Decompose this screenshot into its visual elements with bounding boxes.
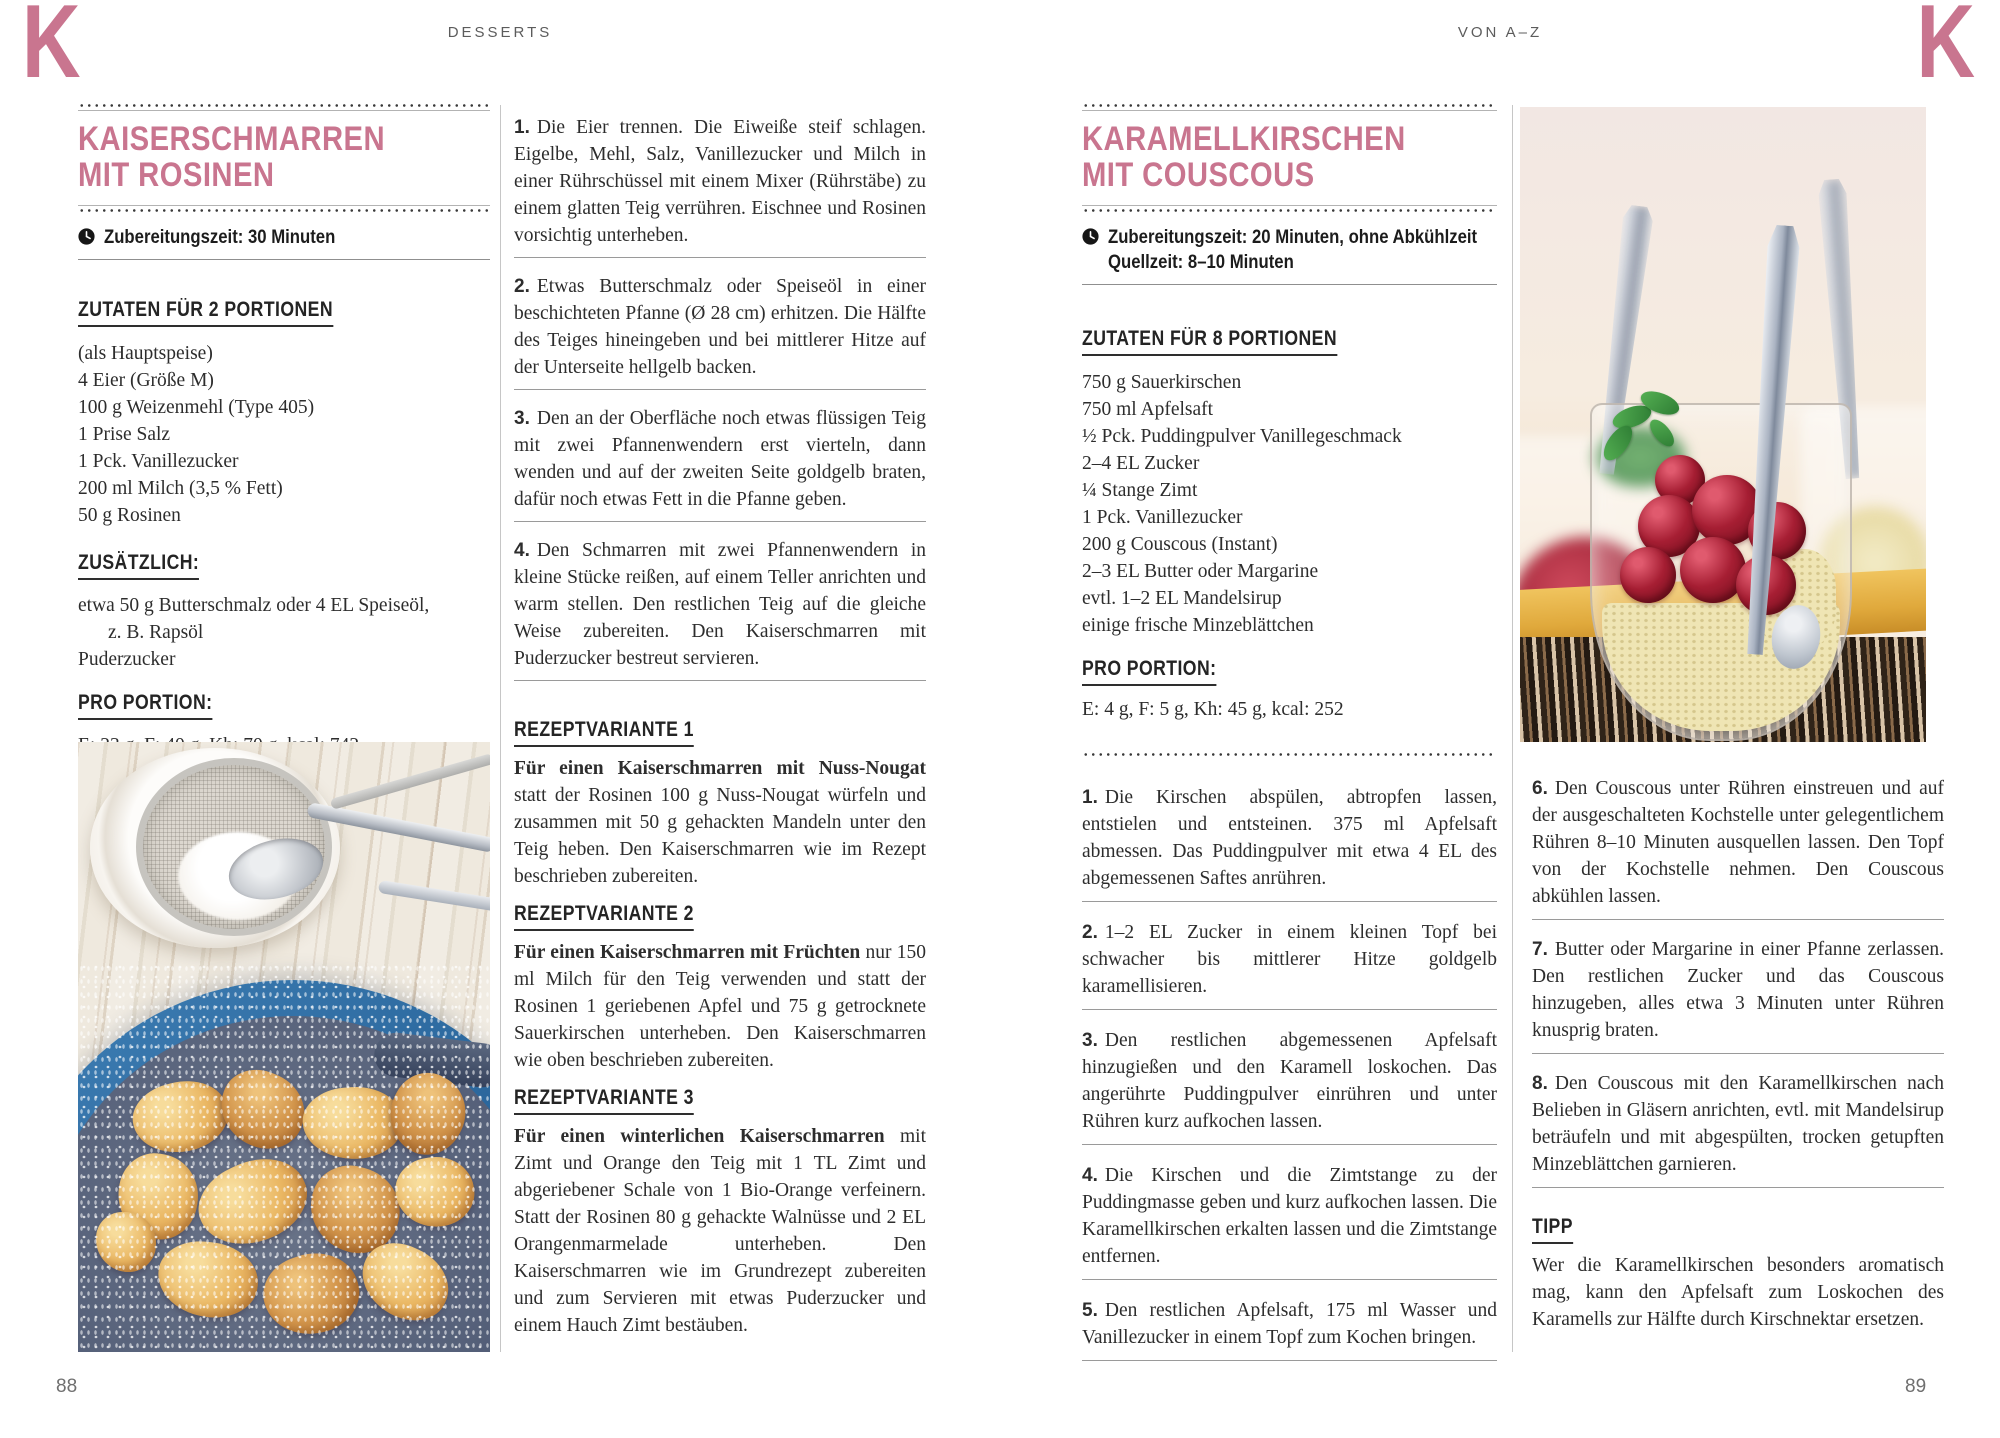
thin-rule [1532,1053,1944,1054]
thin-rule [514,389,926,390]
ingredient-item: einige frische Minzeblättchen [1082,615,1314,636]
dotted-rule [1082,753,1497,756]
karamellkirschen-photo [1520,107,1926,742]
ingredient-item: 1 Pck. Vanillezucker [78,451,239,472]
ingredient-item: (als Hauptspeise) [78,343,213,364]
thin-rule [514,680,926,681]
right-recipe-title-line2: MIT COUSCOUS [1082,156,1315,194]
thin-rule [1082,1279,1497,1280]
ingredient-item: 1 Pck. Vanillezucker [1082,507,1243,528]
recipe-step: 1. Die Eier trennen. Die Eiweiße steif schlagen. Eigelbe, Mehl, Salz, Vanillezucker und Milch in einer Rührschüssel mit einem Mixer (Rührstäbe) zu einem glatten Teig verrühren. Eischnee und Rosinen vorsichtig unterheben. [514,117,926,246]
tip-section [1532,1216,1944,1333]
running-header-left: DESSERTS [447,24,553,41]
cherry [1620,547,1676,603]
ingredient-item: ½ Pck. Puddingpulver Vanillegeschmack [1082,426,1402,447]
section-letter-left: K [22,0,81,100]
left-recipe-info-column [78,104,490,759]
additional-item: etwa 50 g Butterschmalz oder 4 EL Speiseöl, [78,595,430,616]
right-ingredients-heading: ZUTATEN FÜR 8 PORTIONEN [1082,325,1497,356]
left-recipe-steps-column [514,114,926,1339]
right-per-portion-heading: PRO PORTION: [1082,655,1497,686]
thin-rule [78,259,490,260]
thin-rule [1532,919,1944,920]
section-letter-right: K [1916,0,1976,100]
left-ingredients-heading: ZUTATEN FÜR 2 PORTIONEN [78,296,490,327]
clock-icon [1082,228,1099,245]
thin-rule [1082,1360,1497,1361]
dotted-rule [1082,104,1497,107]
additional-item: z. B. Rapsöl [108,622,204,643]
sugar-dust-overlay [78,962,490,1352]
variant-heading: REZEPTVARIANTE 1 [514,719,926,747]
ingredient-item: 2–3 EL Butter oder Margarine [1082,561,1319,582]
right-per-portion-values: E: 4 g, F: 5 g, Kh: 45 g, kcal: 252 [1082,699,1344,720]
right-recipe-steps-column [1532,775,1944,1333]
left-recipe-title-box [78,104,490,212]
left-ingredients-list [78,340,490,529]
variant-heading: REZEPTVARIANTE 3 [514,1087,926,1115]
ingredient-item: ¼ Stange Zimt [1082,480,1198,501]
thin-rule [1082,1009,1497,1010]
thin-rule [514,257,926,258]
ingredient-item: 50 g Rosinen [78,505,181,526]
recipe-step: 2. Etwas Butterschmalz oder Speiseöl in einer beschichteten Pfanne (Ø 28 cm) erhitzen. Die Hälfte des Teiges hineingeben und bei mittlerer Hitze auf der Unterseite hellgelb backen. [514,276,926,378]
dotted-rule [78,209,490,212]
ingredient-item: 200 g Couscous (Instant) [1082,534,1278,555]
recipe-step: 8. Den Couscous mit den Karamellkirschen nach Belieben in Gläsern anrichten, evtl. mit Mandelsirup beträufeln und mit abgespülten, trocken getupften Minzeblättchen garnieren. [1532,1073,1944,1175]
page-number-left: 88 [56,1376,78,1397]
right-recipe-info-column [1082,104,1497,1378]
ingredient-item: evtl. 1–2 EL Mandelsirup [1082,588,1282,609]
running-header-right: VON A–Z [1457,24,1543,41]
thin-rule [1532,1187,1944,1188]
ingredient-item: 200 ml Milch (3,5 % Fett) [78,478,283,499]
recipe-step: 4. Die Kirschen und die Zimtstange zu der Puddingmasse geben und kurz aufkochen lassen. Die Karamellkirschen erkalten lassen und die Zimtstange entfernen. [1082,1165,1497,1267]
right-recipe-title-line1: KARAMELLKIRSCHEN [1082,120,1406,158]
spoon-handle [378,880,490,913]
left-per-portion-heading: PRO PORTION: [78,689,490,720]
page-number-right: 89 [1905,1376,1927,1397]
dotted-rule [78,104,490,107]
recipe-variant [514,719,926,890]
recipe-step: 3. Den an der Oberfläche noch etwas flüssigen Teig mit zwei Pfannenwendern erst vierteln, dann wenden und auf der zweiten Seite goldgelb braten, dafür noch etwas Fett in die Pfanne geben. [514,408,926,510]
recipe-step: 1. Die Kirschen abspülen, abtropfen lassen, entstielen und entsteinen. 375 ml Apfelsaft abmessen. Das Puddingpulver mit etwa 4 EL des abgemessenen Saftes anrühren. [1082,787,1497,889]
additional-item: Puderzucker [78,649,176,670]
variant-text: Für einen winterlichen Kaiserschmarren mit Zimt und Orange den Teig mit 1 TL Zimt und abgeriebener Schale von 1 Bio-Orange verfeinern. Statt der Rosinen 80 g gehackte Walnüsse und 2 EL Orangenmarmelade unterheben. Den Kaiserschmarren wie im Grundrezept zubereiten und zum Servieren mit etwas Puderzucker und einem Hauch Zimt bestäuben. [514,1126,926,1336]
left-prep-time-row [78,225,490,250]
kaiserschmarren-photo [78,742,490,1352]
thin-rule [1082,284,1497,285]
clock-icon [78,228,95,245]
right-ingredients-list [1082,369,1497,639]
left-additional-heading: ZUSÄTZLICH: [78,549,490,580]
ingredient-item: 100 g Weizenmehl (Type 405) [78,397,315,418]
ingredient-item: 750 g Sauerkirschen [1082,372,1242,393]
thin-rule [514,521,926,522]
cherry [1680,537,1746,603]
ingredient-item: 1 Prise Salz [78,424,171,445]
tip-text: Wer die Karamellkirschen besonders aromatisch mag, kann den Apfelsaft zum Loskochen des Karamells zur Hälfte durch Kirschnektar ersetzen. [1532,1255,1944,1330]
ingredient-item: 4 Eier (Größe M) [78,370,214,391]
sieve-handle [330,753,490,810]
thin-rule [1082,901,1497,902]
recipe-step: 6. Den Couscous unter Rühren einstreuen und auf der ausgeschalteten Kochstelle unter gelegentlichem Rühren 8–10 Minuten ausquellen lassen. Den Topf von der Kochstelle nehmen. Den Couscous abkühlen lassen. [1532,778,1944,907]
right-prep-time-row [1082,225,1497,275]
tip-heading: TIPP [1532,1216,1944,1244]
right-prep-time-line2: Quellzeit: 8–10 Minuten [1108,252,1294,273]
ingredient-item: 750 ml Apfelsaft [1082,399,1214,420]
ingredient-item: 2–4 EL Zucker [1082,453,1200,474]
left-prep-time: Zubereitungszeit: 30 Minuten [104,227,336,248]
dotted-rule [1082,209,1497,212]
recipe-variant [514,1087,926,1339]
column-divider [500,105,501,1352]
variant-text: Für einen Kaiserschmarren mit Früchten nur 150 ml Milch für den Teig verwenden und statt der Rosinen 1 geriebenen Apfel und 75 g getrocknete Sauerkirschen unterheben. Den Kaiserschmarren wie oben beschrieben zubereiten. [514,942,927,1071]
recipe-step: 7. Butter oder Margarine in einer Pfanne zerlassen. Den restlichen Zucker und das Couscous hinzugeben, alles etwa 3 Minuten unter Rühren knusprig braten. [1532,939,1944,1041]
recipe-step: 2. 1–2 EL Zucker in einem kleinen Topf bei schwacher bis mittlerer Hitze goldgelb karamellisieren. [1082,922,1497,997]
right-prep-time-line1: Zubereitungszeit: 20 Minuten, ohne Abkühlzeit [1108,227,1478,248]
variant-text: Für einen Kaiserschmarren mit Nuss-Nougat statt der Rosinen 100 g Nuss-Nougat würfeln und zusammen mit 50 g gehackten Mandeln unter den Teig heben. Den Kaiserschmarren wie im Rezept beschrieben zubereiten. [514,758,926,887]
left-recipe-title-line2: MIT ROSINEN [78,156,275,194]
left-recipe-title-line1: KAISERSCHMARREN [78,120,385,158]
thin-rule [1082,1144,1497,1145]
right-recipe-title-box [1082,104,1497,212]
column-divider [1512,105,1513,1352]
variant-heading: REZEPTVARIANTE 2 [514,903,926,931]
recipe-step: 4. Den Schmarren mit zwei Pfannenwendern in kleine Stücke reißen, auf einem Teller anrichten und warm stellen. Den restlichen Teig auf die gleiche Weise zubereiten. Den Kaiserschmarren mit Puderzucker bestreut servieren. [514,540,926,669]
recipe-step: 3. Den restlichen abgemessenen Apfelsaft hinzugießen und den Karamell loskochen. Das angerührte Puddingpulver einrühren und unter Rühren kurz aufkochen lassen. [1082,1030,1497,1132]
recipe-variant [514,903,926,1074]
recipe-step: 5. Den restlichen Apfelsaft, 175 ml Wasser und Vanillezucker in einem Topf zum Kochen bringen. [1082,1300,1497,1348]
